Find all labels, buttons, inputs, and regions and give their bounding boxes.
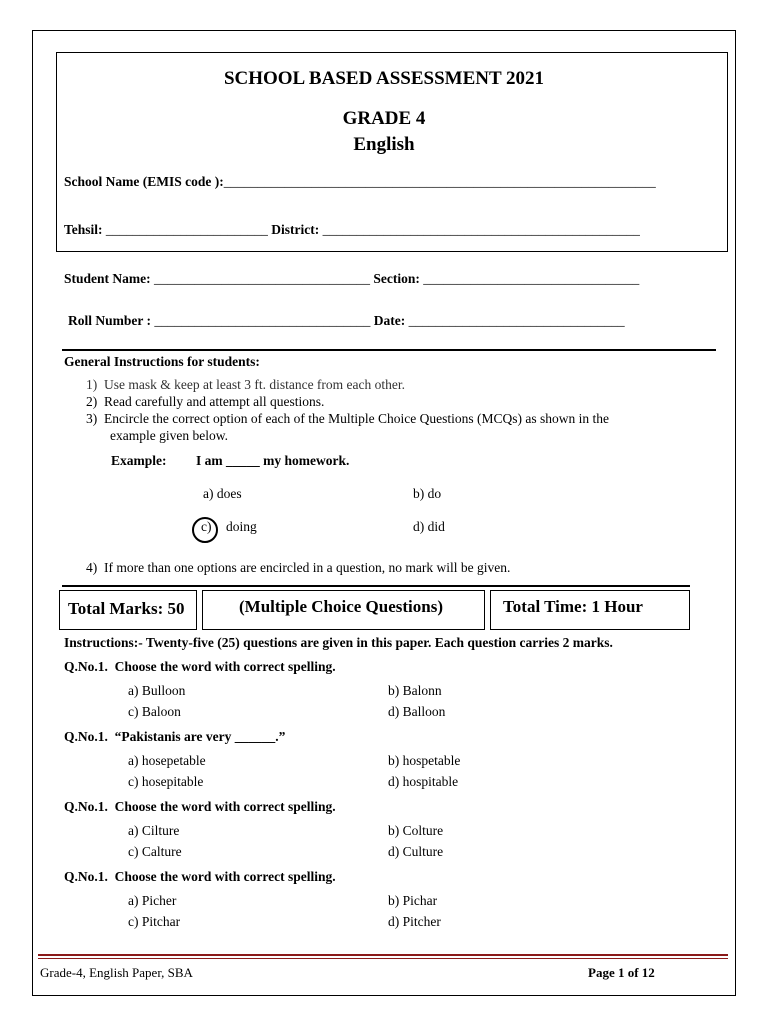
example-sentence: I am _____ my homework. xyxy=(196,453,350,468)
roll-number-label: Roll Number : xyxy=(68,313,151,328)
q4-option-a[interactable]: a) Picher xyxy=(128,893,177,908)
q2-option-a[interactable]: a) hosepetable xyxy=(128,753,206,768)
question-2: Q.No.1. “Pakistanis are very ______.” xyxy=(64,729,286,744)
example-option-c-letter: c) xyxy=(201,519,212,534)
q2-option-d[interactable]: d) hospitable xyxy=(388,774,459,789)
question-1: Q.No.1. Choose the word with correct spelling. xyxy=(64,659,336,674)
instruction-3-cont: example given below. xyxy=(110,428,228,443)
subject-heading: English xyxy=(353,134,415,155)
roll-number-line: ________________________________ xyxy=(154,313,371,328)
school-name-label: School Name (EMIS code ): xyxy=(64,174,224,189)
question-3: Q.No.1. Choose the word with correct spelling. xyxy=(64,799,336,814)
student-name-line: ________________________________ xyxy=(154,271,370,286)
date-line: ________________________________ xyxy=(408,313,625,328)
total-marks-box xyxy=(59,590,197,630)
instruction-4: 4) If more than one options are encircled in a question, no mark will be given. xyxy=(86,560,511,575)
q2-option-b[interactable]: b) hospetable xyxy=(388,753,461,768)
school-name-field[interactable] xyxy=(64,174,656,190)
question-4: Q.No.1. Choose the word with correct spelling. xyxy=(64,869,336,884)
paper-instructions: Instructions:- Twenty-five (25) questions are given in this paper. Each question carries 2 marks. xyxy=(64,635,613,650)
district-label: District: xyxy=(271,222,320,237)
example-label: Example: xyxy=(111,453,167,468)
district-line: _______________________________________________ xyxy=(322,222,640,237)
instruction-1: 1) Use mask & keep at least 3 ft. distance from each other. xyxy=(86,377,406,392)
q1-option-c[interactable]: c) Baloon xyxy=(128,704,181,719)
school-name-line: ________________________________________________________________ xyxy=(223,174,656,189)
q1-option-a[interactable]: a) Bulloon xyxy=(128,683,186,698)
section-title: (Multiple Choice Questions) xyxy=(239,597,443,616)
example-option-c-text: doing xyxy=(226,519,257,534)
q4-option-d[interactable]: d) Pitcher xyxy=(388,914,441,929)
q3-option-d[interactable]: d) Culture xyxy=(388,844,444,859)
section-title-box xyxy=(202,590,485,630)
q3-option-a[interactable]: a) Cilture xyxy=(128,823,180,838)
roll-number-field[interactable] xyxy=(68,313,625,329)
footer-left: Grade-4, English Paper, SBA xyxy=(40,965,193,980)
footer-rule-thin xyxy=(38,958,728,959)
total-time-box xyxy=(490,590,690,630)
example-option-a: a) does xyxy=(203,486,242,501)
total-time: Total Time: 1 Hour xyxy=(503,597,643,616)
example-option-b: b) do xyxy=(413,486,442,501)
section-line: ________________________________ xyxy=(423,271,640,286)
q1-option-d[interactable]: d) Balloon xyxy=(388,704,446,719)
q4-option-b[interactable]: b) Pichar xyxy=(388,893,438,908)
tehsil-label: Tehsil: xyxy=(64,222,103,237)
instruction-3: 3) Encircle the correct option of each of the Multiple Choice Questions (MCQs) as shown in the xyxy=(86,411,609,426)
instruction-2: 2) Read carefully and attempt all questions. xyxy=(86,394,325,409)
divider-top xyxy=(62,349,716,351)
tehsil-line: ________________________ xyxy=(105,222,268,237)
example-option-d: d) did xyxy=(413,519,445,534)
tehsil-field[interactable] xyxy=(64,222,640,238)
q3-option-c[interactable]: c) Calture xyxy=(128,844,182,859)
total-marks: Total Marks: 50 xyxy=(68,599,185,618)
divider-mid xyxy=(62,585,690,587)
student-name-field[interactable] xyxy=(64,271,639,287)
student-name-label: Student Name: xyxy=(64,271,151,286)
grade-heading: GRADE 4 xyxy=(342,108,426,129)
q1-option-b[interactable]: b) Balonn xyxy=(388,683,442,698)
q3-option-b[interactable]: b) Colture xyxy=(388,823,444,838)
paper-title: SCHOOL BASED ASSESSMENT 2021 xyxy=(223,68,545,89)
q2-option-c[interactable]: c) hosepitable xyxy=(128,774,204,789)
general-instructions-heading: General Instructions for students: xyxy=(64,354,260,369)
section-label: Section: xyxy=(373,271,420,286)
date-label: Date: xyxy=(373,313,406,328)
page-number: Page 1 of 12 xyxy=(588,965,655,980)
footer-rule xyxy=(38,954,728,956)
q4-option-c[interactable]: c) Pitchar xyxy=(128,914,181,929)
